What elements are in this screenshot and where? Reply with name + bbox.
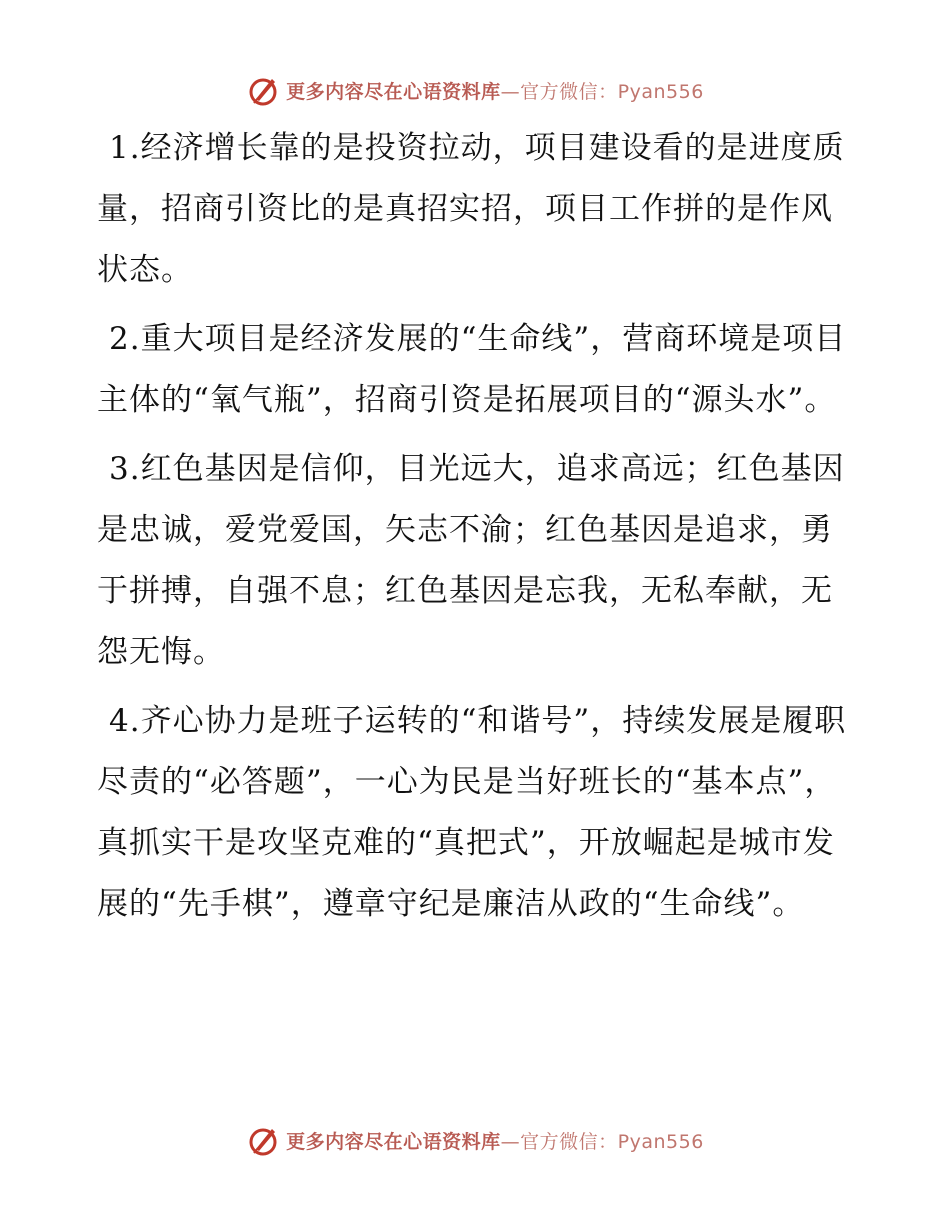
red-quill-logo-icon xyxy=(246,1123,280,1157)
banner-contact: 官方微信：Pyan556 xyxy=(520,1130,704,1153)
banner-text xyxy=(286,1127,704,1154)
banner-text xyxy=(286,77,704,104)
paragraph-3: 3.红色基因是信仰，目光远大，追求高远；红色基因是忠诚，爱党爱国，矢志不渝；红色基因是追求，勇于拼搏，自强不息；红色基因是忘我，无私奉献，无怨无悔。 xyxy=(97,451,845,670)
footer-banner xyxy=(0,1120,950,1160)
banner-contact: 官方微信：Pyan556 xyxy=(520,80,704,103)
paragraph-1: 1.经济增长靠的是投资拉动，项目建设看的是进度质量，招商引资比的是真招实招，项目工作拼的是作风状态。 xyxy=(97,130,845,288)
header-banner-inner xyxy=(246,73,704,107)
banner-separator: — xyxy=(500,1130,521,1153)
footer-banner-inner xyxy=(246,1123,704,1157)
paragraph-2: 2.重大项目是经济发展的“生命线”，营商环境是项目主体的“氧气瓶”，招商引资是拓展项目的“源头水”。 xyxy=(97,321,847,418)
header-banner xyxy=(0,70,950,110)
banner-brand: 更多内容尽在心语资料库 xyxy=(286,1130,501,1153)
banner-separator: — xyxy=(500,80,521,103)
red-quill-logo-icon xyxy=(246,73,280,107)
banner-brand: 更多内容尽在心语资料库 xyxy=(286,80,501,103)
document-body xyxy=(97,118,857,943)
paragraph-4: 4.齐心协力是班子运转的“和谐号”，持续发展是履职尽责的“必答题”，一心为民是当好班长的“基本点”，真抓实干是攻坚克难的“真把式”，开放崛起是城市发展的“先手棋”，遵章守纪是廉洁从政的“生命线”。 xyxy=(97,703,847,922)
